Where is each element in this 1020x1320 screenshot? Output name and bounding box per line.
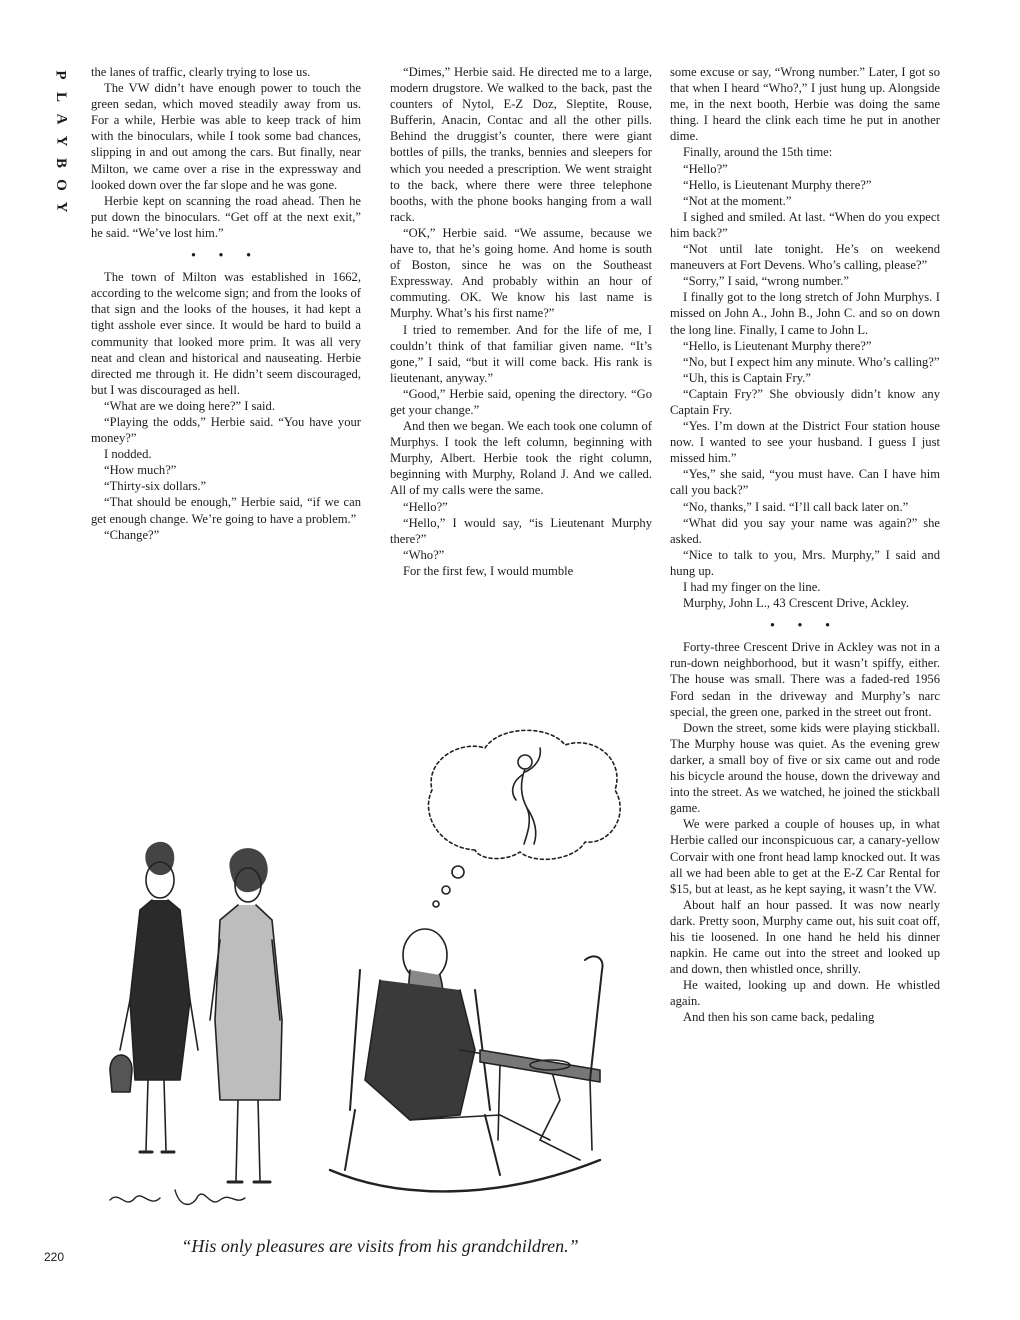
paragraph: “Yes. I’m down at the District Four station house now. I wanted to see your husband. I guess I just missed him.” xyxy=(670,419,940,466)
brand-letter: L xyxy=(52,91,69,103)
cartoon-caption: “His only pleasures are visits from his grandchildren.” xyxy=(181,1236,579,1256)
paragraph: “Hello, is Lieutenant Murphy there?” xyxy=(683,338,872,353)
paragraph: “Good,” Herbie said, opening the directory. “Go get your change.” xyxy=(390,386,652,417)
paragraph: The town of Milton was established in 1662, according to the welcome sign; and from the looks of that sign and the looks of the houses, it had kept a tight asshole ever since. It would be hard to build a community that looked more prim. It was all very neat and clean and historical and nauseating. Herbie directed me through it. He didn’t seem discouraged, but I was discouraged as hell. xyxy=(91,270,361,397)
brand-letter: A xyxy=(53,113,69,125)
thought-bubble xyxy=(429,730,621,907)
brand-letter: O xyxy=(52,179,69,191)
section-break: • • • xyxy=(191,248,261,263)
paragraph: Murphy, John L., 43 Crescent Drive, Ackley. xyxy=(683,596,910,611)
paragraph: “Not until late tonight. He’s on weekend maneuvers at Fort Devens. Who’s calling, please?” xyxy=(670,242,940,273)
paragraph: “What are we doing here?” I said. xyxy=(104,398,275,413)
paragraph: And then we began. We each took one column of Murphys. I took the left column, beginning with Murphy, Albert. Herbie took the right column, beginning with Murphy, Roland J. And we called. All of my calls were the same. xyxy=(390,419,652,498)
paragraph: “Who?” xyxy=(403,547,445,562)
text-column-2 xyxy=(390,64,652,684)
brand-letter: Y xyxy=(53,135,69,147)
paragraph: “Playing the odds,” Herbie said. “You have your money?” xyxy=(91,414,361,446)
paragraph: “Nice to talk to you, Mrs. Murphy,” I said and hung up. xyxy=(670,547,940,578)
paragraph: “Thirty-six dollars.” xyxy=(104,479,207,494)
artist-signature xyxy=(110,1190,245,1204)
paragraph: About half an hour passed. It was now nearly dark. Pretty soon, Murphy came out, his suit coat off, his tie loosened. In one hand he held his dinner napkin. He came out into the street and looked up and down, then whistled once, shrilly. xyxy=(670,897,940,977)
paragraph: “Change?” xyxy=(104,527,160,542)
paragraph: I sighed and smiled. At last. “When do you expect him back?” xyxy=(670,209,940,240)
paragraph: “No, thanks,” I said. “I’ll call back later on.” xyxy=(683,499,909,514)
magazine-brand-vertical xyxy=(50,64,72,218)
paragraph: “Yes,” she said, “you must have. Can I have him call you back?” xyxy=(670,467,940,498)
page-number: 220 xyxy=(44,1250,65,1264)
paragraph: “How much?” xyxy=(104,463,177,478)
paragraph: “Uh, this is Captain Fry.” xyxy=(683,370,811,385)
paragraph: The VW didn’t have enough power to touch the green sedan, which moved steadily away from us. For a while, Herbie was able to keep track of him with the binoculars, while I took some bad chances, slipping in and out among the cars. But finally, near Milton, we came over a rise in the expressway and looked down over the far slope and he was gone. xyxy=(91,81,361,192)
paragraph: For the first few, I would mumble xyxy=(403,563,574,578)
old-man-rocking-chair xyxy=(330,929,603,1191)
paragraph: “Hello?” xyxy=(683,161,728,176)
paragraph: “What did you say your name was again?” she asked. xyxy=(670,515,940,546)
brand-letter: Y xyxy=(53,201,69,213)
paragraph: Down the street, some kids were playing stickball. The Murphy house was quiet. As the evening grew darker, a small boy of five or six came out and rode his bicycle around the house, down the driveway and into the street. As we watched, he joined the stickball game. xyxy=(670,720,940,816)
paragraph: I nodded. xyxy=(104,447,152,462)
paragraph: “Dimes,” Herbie said. He directed me to a large, modern drugstore. We walked to the back, past the counters of Nytol, E-Z Doz, Sleptite, Rouse, Bufferin, Anacin, Contac and all the other pills. Behind the druggist’s counter, there were giant bottles of pills, the tranks, bennies and sleepers for which you needed a prescription. We went straight to the back, where there were three telephone booths, with the phone books hanging from a wall rack. xyxy=(390,65,652,224)
text-column-1 xyxy=(91,64,361,684)
paragraph: He waited, looking up and down. He whistled again. xyxy=(670,978,940,1009)
paragraph: “No, but I expect him any minute. Who’s calling?” xyxy=(683,354,940,369)
paragraph: Forty-three Crescent Drive in Ackley was not in a run-down neighborhood, but it wasn’t spiffy, either. The house was small. There was a faded-red 1956 Ford sedan in the driveway and Murphy’s narc special, the green one, parked in the street out front. xyxy=(670,640,940,719)
woman-figure-right xyxy=(210,848,282,1182)
paragraph: I tried to remember. And for the life of me, I couldn’t think of that familiar given name. “It’s gone,” I said, “but it will come back. His rank is lieutenant, anyway.” xyxy=(390,322,652,385)
brand-letter: P xyxy=(52,70,69,80)
paragraph: I finally got to the long stretch of John Murphys. I missed on John A., John B., John C. and so on down the long line. Finally, I came to John L. xyxy=(670,290,940,337)
paragraph: “Hello?” xyxy=(403,499,448,514)
paragraph: some excuse or say, “Wrong number.” Later, I got so that when I heard “Who?,” I just hung up. Alongside me, in the next booth, Herbie was doing the same thing. I heard the clink each time he put in another dime. xyxy=(670,65,940,144)
paragraph: “Sorry,” I said, “wrong number.” xyxy=(683,274,849,289)
paragraph: Finally, around the 15th time: xyxy=(683,145,833,160)
paragraph: And then his son came back, pedaling xyxy=(683,1010,875,1025)
paragraph: “Hello, is Lieutenant Murphy there?” xyxy=(683,177,872,192)
woman-figure-left xyxy=(110,842,198,1152)
paragraph: Herbie kept on scanning the road ahead. Then he put down the binoculars. “Get off at the next exit,” he said. “We’ve lost him.” xyxy=(91,193,361,240)
paragraph: “Hello,” I would say, “is Lieutenant Murphy there?” xyxy=(390,515,652,546)
paragraph: We were parked a couple of houses up, in what Herbie called our inconspicuous car, a canary-yellow Corvair with one front head lamp knocked out. It was all we had been able to get at the E-Z Car Rental for $15, but at least, as he kept saying, it wasn’t the VW. xyxy=(670,817,940,896)
text-column-3 xyxy=(670,64,940,1274)
paragraph: “That should be enough,” Herbie said, “if we can get enough change. We’re going to have a problem.” xyxy=(91,495,361,526)
paragraph: the lanes of traffic, clearly trying to lose us. xyxy=(91,65,311,79)
paragraph: I had my finger on the line. xyxy=(683,580,821,594)
paragraph: “Captain Fry?” She obviously didn’t know any Captain Fry. xyxy=(670,386,940,417)
paragraph: “OK,” Herbie said. “We assume, because we have to, that he’s going home. And home is south of Boston, since he was on the Southeast Expressway. And probably within an hour of commuting. OK. We know his last name is Murphy. What’s his first name?” xyxy=(390,225,652,321)
brand-letter: B xyxy=(52,157,69,169)
paragraph: “Not at the moment.” xyxy=(683,193,792,208)
section-break: • • • xyxy=(770,618,840,633)
cartoon-illustration xyxy=(80,720,660,1225)
